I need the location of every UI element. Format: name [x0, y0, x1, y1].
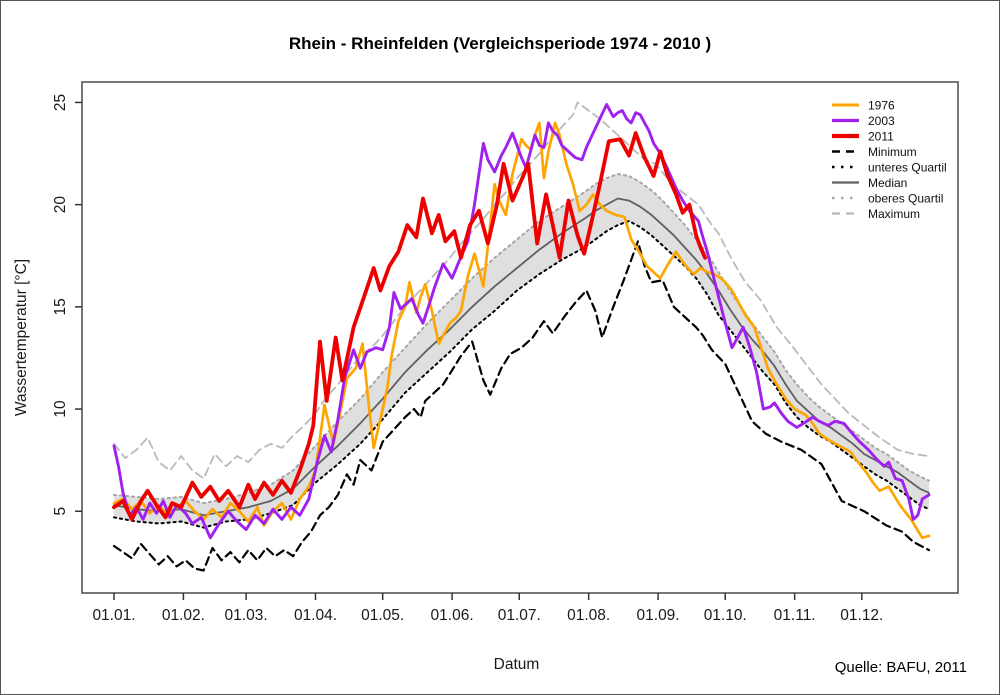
- y-tick-label: 15: [52, 298, 69, 316]
- x-tick-label: 01.12.: [840, 607, 884, 624]
- y-tick-label: 5: [52, 506, 69, 516]
- x-tick-label: 01.07.: [497, 607, 541, 624]
- x-tick-label: 01.03.: [224, 607, 268, 624]
- legend-label-minimum: Minimum: [868, 145, 917, 159]
- series-2003-line: [114, 105, 929, 538]
- chart-title: Rhein - Rheinfelden (Vergleichsperiode 1974 - 2010 ): [288, 34, 712, 53]
- legend-label-1976: 1976: [868, 98, 895, 113]
- y-tick-label: 25: [52, 93, 69, 112]
- x-tick-label: 01.06.: [430, 607, 474, 624]
- legend-label-unteres-quartil: unteres Quartil: [868, 160, 947, 175]
- x-tick-label: 01.11.: [773, 607, 816, 624]
- legend-label-maximum: Maximum: [868, 207, 921, 221]
- legend-label-2003: 2003: [868, 114, 895, 128]
- chart-canvas: [1, 1, 999, 694]
- x-tick-label: 01.05.: [361, 607, 405, 624]
- legend-label-2011: 2011: [868, 129, 894, 144]
- series-oberes-quartil-line: [114, 174, 929, 503]
- x-tick-label: 01.02.: [161, 607, 205, 624]
- quartile-band: [114, 174, 929, 528]
- x-axis-label: Datum: [493, 656, 540, 673]
- legend-label-median: Median: [868, 176, 908, 190]
- x-tick-label: 01.10.: [703, 607, 747, 624]
- y-tick-label: 20: [52, 196, 69, 214]
- x-tick-label: 01.09.: [636, 607, 680, 624]
- x-tick-label: 01.08.: [567, 607, 611, 624]
- y-tick-label: 10: [52, 400, 69, 418]
- source-label: Quelle: BAFU, 2011: [834, 659, 967, 676]
- y-axis-label: Wassertemperatur [°C]: [13, 258, 30, 417]
- x-tick-label: 01.01.: [92, 607, 136, 624]
- x-tick-label: 01.04.: [293, 607, 338, 624]
- series-1976-line: [114, 123, 929, 538]
- legend-label-oberes-quartil: oberes Quartil: [868, 191, 944, 206]
